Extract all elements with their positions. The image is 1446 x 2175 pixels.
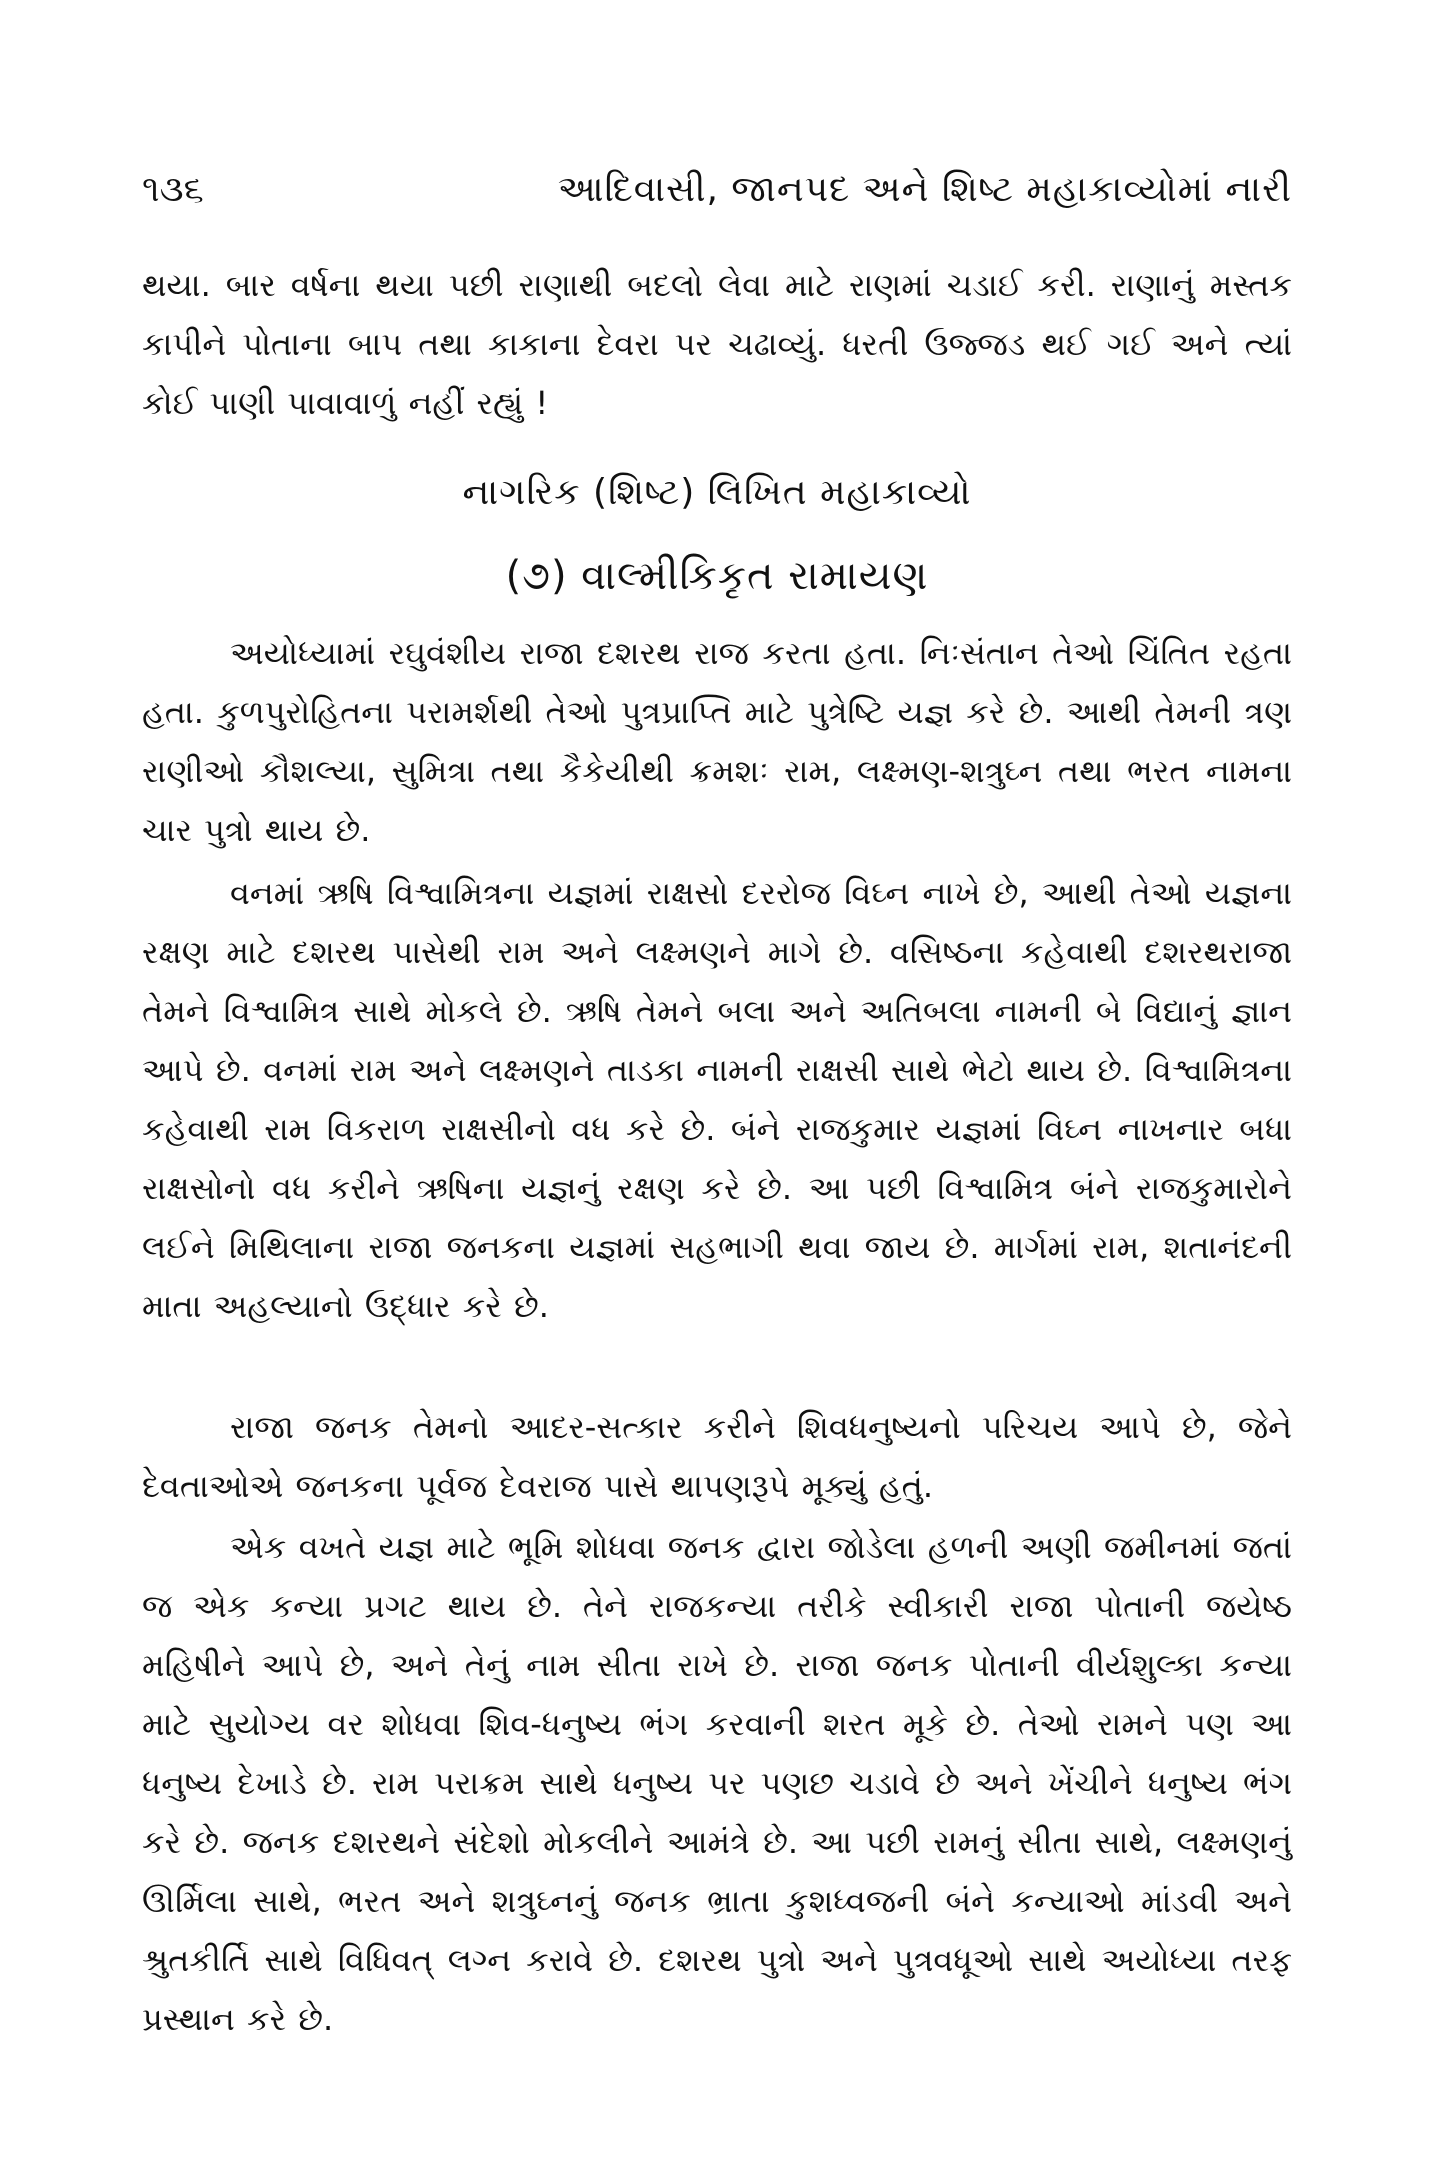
- paragraph-4: એક વખતે યજ્ઞ માટે ભૂમિ શોધવા જનક દ્વારા જોડેલા હળની અણી જમીનમાં જતાં જ એક કન્યા પ્રગટ થાય છે. તેને રાજકન્યા તરીકે સ્વીકારી રાજા પોતાની જયેષ્ઠ મહિષીને આપે છે, અને તેનું નામ સીતા રાખે છે. રાજા જનક પોતાની વીર્યશુલ્કા કન્યા માટે સુયોગ્ય વર શોધવા શિવ-ધનુષ્ય ભંગ કરવાની શરત મૂકે છે. તેઓ રામને પણ આ ધનુષ્ય દેખાડે છે. રામ પરાક્રમ સાથે ધનુષ્ય પર પણછ ચડાવે છે અને ખેંચીને ધનુષ્ય ભંગ કરે છે. જનક દશરથને સંદેશો મોકલીને આમંત્રે છે. આ પછી રામનું સીતા સાથે, લક્ષ્મણનું ઊર્મિલા સાથે, ભરત અને શત્રુઘ્નનું જનક ભ્રાતા કુશધ્વજની બંને કન્યાઓ માંડવી અને શ્રુતકીર્તિ સાથે વિધિવત્ લગ્ન કરાવે છે. દશરથ પુત્રો અને પુત્રવધૂઓ સાથે અયોધ્યા તરફ પ્રસ્થાન કરે છે.: [142, 1528, 1292, 2038]
- section-subheading: (૭) વાલ્મીકિકૃત રામાયણ: [505, 553, 929, 599]
- running-head: [142, 162, 1292, 222]
- paragraph-2: વનમાં ઋષિ વિશ્વામિત્રના યજ્ઞમાં રાક્ષસો દરરોજ વિઘ્ન નાખે છે, આથી તેઓ યજ્ઞના રક્ષણ માટે દશરથ પાસેથી રામ અને લક્ષ્મણને માગે છે. વસિષ્ઠના કહેવાથી દશરથરાજા તેમને વિશ્વામિત્ર સાથે મોકલે છે. ઋષિ તેમને બલા અને અતિબલા નામની બે વિદ્યાનું જ્ઞાન આપે છે. વનમાં રામ અને લક્ષ્મણને તાડકા નામની રાક્ષસી સાથે ભેટો થાય છે. વિશ્વામિત્રના કહેવાથી રામ વિકરાળ રાક્ષસીનો વધ કરે છે. બંને રાજકુમાર યજ્ઞમાં વિઘ્ન નાખનાર બધા રાક્ષસોનો વધ કરીને ઋષિના યજ્ઞનું રક્ષણ કરે છે. આ પછી વિશ્વામિત્ર બંને રાજકુમારોને લઈને મિથિલાના રાજા જનકના યજ્ઞમાં સહભાગી થવા જાય છે. માર્ગમાં રામ, શતાનંદની માતા અહલ્યાનો ઉદ્ધાર કરે છે.: [142, 874, 1292, 1325]
- page-number: ૧૩૬: [142, 169, 204, 210]
- paragraph-1: અયોધ્યામાં રઘુવંશીય રાજા દશરથ રાજ કરતા હતા. નિઃસંતાન તેઓ ચિંતિત રહતા હતા. કુળપુરોહિતના પરામર્શથી તેઓ પુત્રપ્રાપ્તિ માટે પુત્રેષ્ટિ યજ્ઞ કરે છે. આથી તેમની ત્રણ રાણીઓ કૌશલ્યા, સુમિત્રા તથા કૈકેયીથી ક્રમશઃ રામ, લક્ષ્મણ-શત્રુઘ્ન તથા ભરત નામના ચાર પુત્રો થાય છે.: [142, 634, 1292, 849]
- running-title: આદિવાસી, જાનપદ અને શિષ્ટ મહાકાવ્યોમાં નારી: [557, 169, 1292, 210]
- paragraph-3: રાજા જનક તેમનો આદર-સત્કાર કરીને શિવધનુષ્યનો પરિચય આપે છે, જેને દેવતાઓએ જનકના પૂર્વજ દેવરાજ પાસે થાપણરૂપે મૂક્યું હતું.: [142, 1408, 1292, 1505]
- section-heading: નાગરિક (શિષ્ટ) લિખિત મહાકાવ્યો: [462, 472, 972, 513]
- intro-paragraph: થયા. બાર વર્ષના થયા પછી રાણાથી બદલો લેવા માટે રાણમાં ચડાઈ કરી. રાણાનું મસ્તક કાપીને પોતાના બાપ તથા કાકાના દેવરા પર ચઢાવ્યું. ધરતી ઉજ્જડ થઈ ગઈ અને ત્યાં કોઈ પાણી પાવાવાળું નહીં રહ્યું !: [142, 266, 1292, 422]
